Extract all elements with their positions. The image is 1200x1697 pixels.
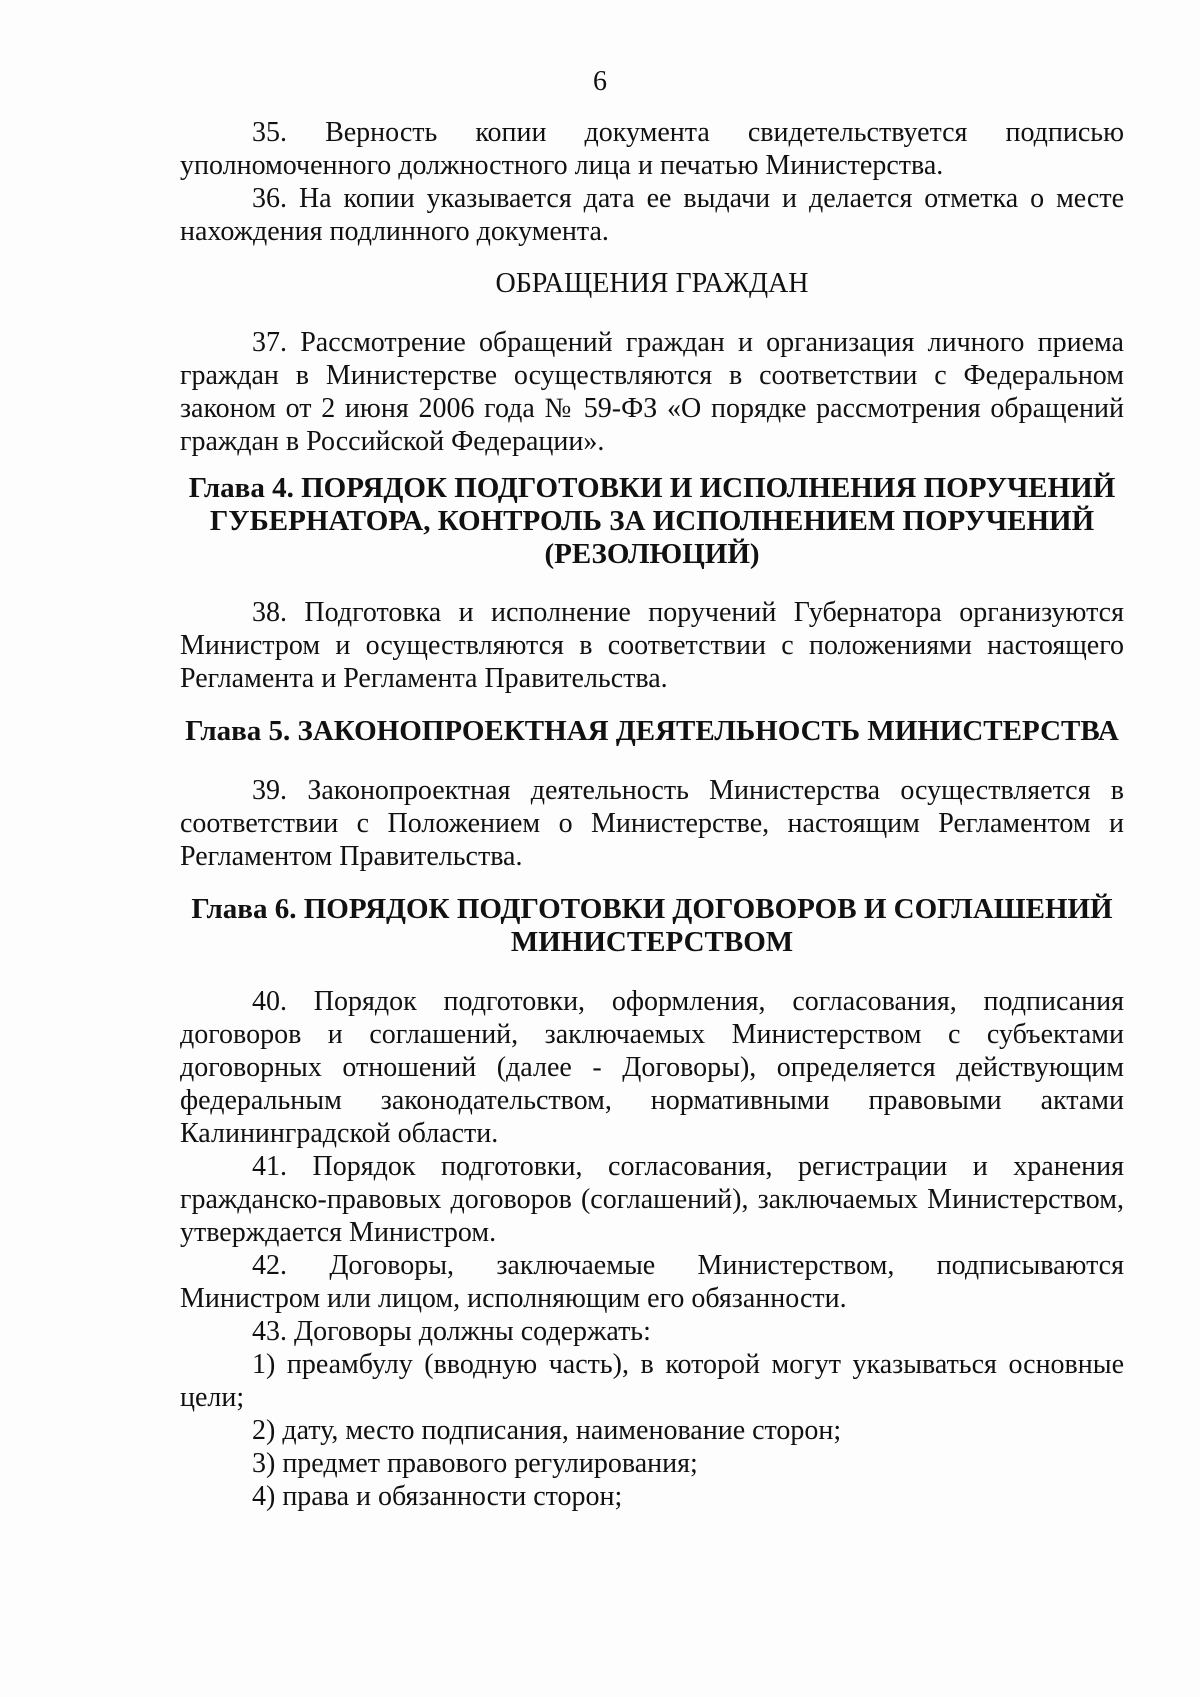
block-chapter-5 [180, 774, 1124, 873]
chapter-6-heading-line-1: Глава 6. ПОРЯДОК ПОДГОТОВКИ ДОГОВОРОВ И СОГЛАШЕНИЙ [191, 893, 1113, 925]
chapter-4-heading-line-1: Глава 4. ПОРЯДОК ПОДГОТОВКИ И ИСПОЛНЕНИЯ ПОРУЧЕНИЙ [188, 472, 1116, 504]
chapter-5-heading-line-1: Глава 5. ЗАКОНОПРОЕКТНАЯ ДЕЯТЕЛЬНОСТЬ МИНИСТЕРСТВА [185, 715, 1119, 747]
block-appeals [180, 326, 1124, 458]
chapter-5-heading [180, 715, 1124, 748]
paragraph-35: 35. Верность копии документа свидетельствуется подписью уполномоченного должностного лица и печатью Министерства. [180, 117, 1124, 181]
paragraph-43: 43. Договоры должны содержать: [252, 1316, 651, 1347]
section-heading-citizen-appeals: ОБРАЩЕНИЯ ГРАЖДАН [495, 268, 809, 299]
paragraph-39: 39. Законопроектная деятельность Министерства осуществляется в соответствии с Положением о Министерстве, настоящим Регламентом и Регламентом Правительства. [180, 775, 1124, 872]
paragraph-42: 42. Договоры, заключаемые Министерством, подписываются Министром или лицом, исполняющим его обязанности. [180, 1250, 1124, 1314]
block-copies [180, 116, 1124, 248]
paragraph-37: 37. Рассмотрение обращений граждан и организация личного приема граждан в Министерстве осуществляются в соответствии с Федеральном законом от 2 июня 2006 года № 59-ФЗ «О порядке рассмотрения обращений граждан в Российской Федерации». [180, 327, 1124, 457]
block-chapter-6 [180, 985, 1124, 1513]
list-item-43-1: 1) преамбулу (вводную часть), в которой могут указываться основные цели; [180, 1349, 1124, 1413]
chapter-6-heading-line-2: МИНИСТЕРСТВОМ [510, 926, 794, 958]
chapter-4-heading-line-2: ГУБЕРНАТОРА, КОНТРОЛЬ ЗА ИСПОЛНЕНИЕМ ПОРУЧЕНИЙ [209, 505, 1095, 537]
list-item-43-3: 3) предмет правового регулирования; [252, 1448, 698, 1479]
page-number: 6 [593, 66, 607, 97]
paragraph-41: 41. Порядок подготовки, согласования, регистрации и хранения гражданско-правовых договоров (соглашений), заключаемых Министерством, утверждается Министром. [180, 1151, 1124, 1248]
chapter-4-heading [180, 472, 1124, 571]
paragraph-38: 38. Подготовка и исполнение поручений Губернатора организуются Министром и осуществляются в соответствии с положениями настоящего Регламента и Регламента Правительства. [180, 597, 1124, 694]
list-item-43-2: 2) дату, место подписания, наименование сторон; [252, 1415, 842, 1446]
paragraph-36: 36. На копии указывается дата ее выдачи и делается отметка о месте нахождения подлинного документа. [180, 183, 1124, 247]
list-item-43-4: 4) права и обязанности сторон; [252, 1481, 623, 1512]
chapter-6-heading [180, 893, 1124, 959]
block-chapter-4 [180, 596, 1124, 695]
chapter-4-heading-line-3: (РЕЗОЛЮЦИЙ) [544, 538, 760, 570]
paragraph-40: 40. Порядок подготовки, оформления, согласования, подписания договоров и соглашений, заключаемых Министерством с субъектами договорных отношений (далее - Договоры), определяется действующим федеральным законодательством, нормативными правовыми актами Калининградской области. [180, 986, 1124, 1149]
